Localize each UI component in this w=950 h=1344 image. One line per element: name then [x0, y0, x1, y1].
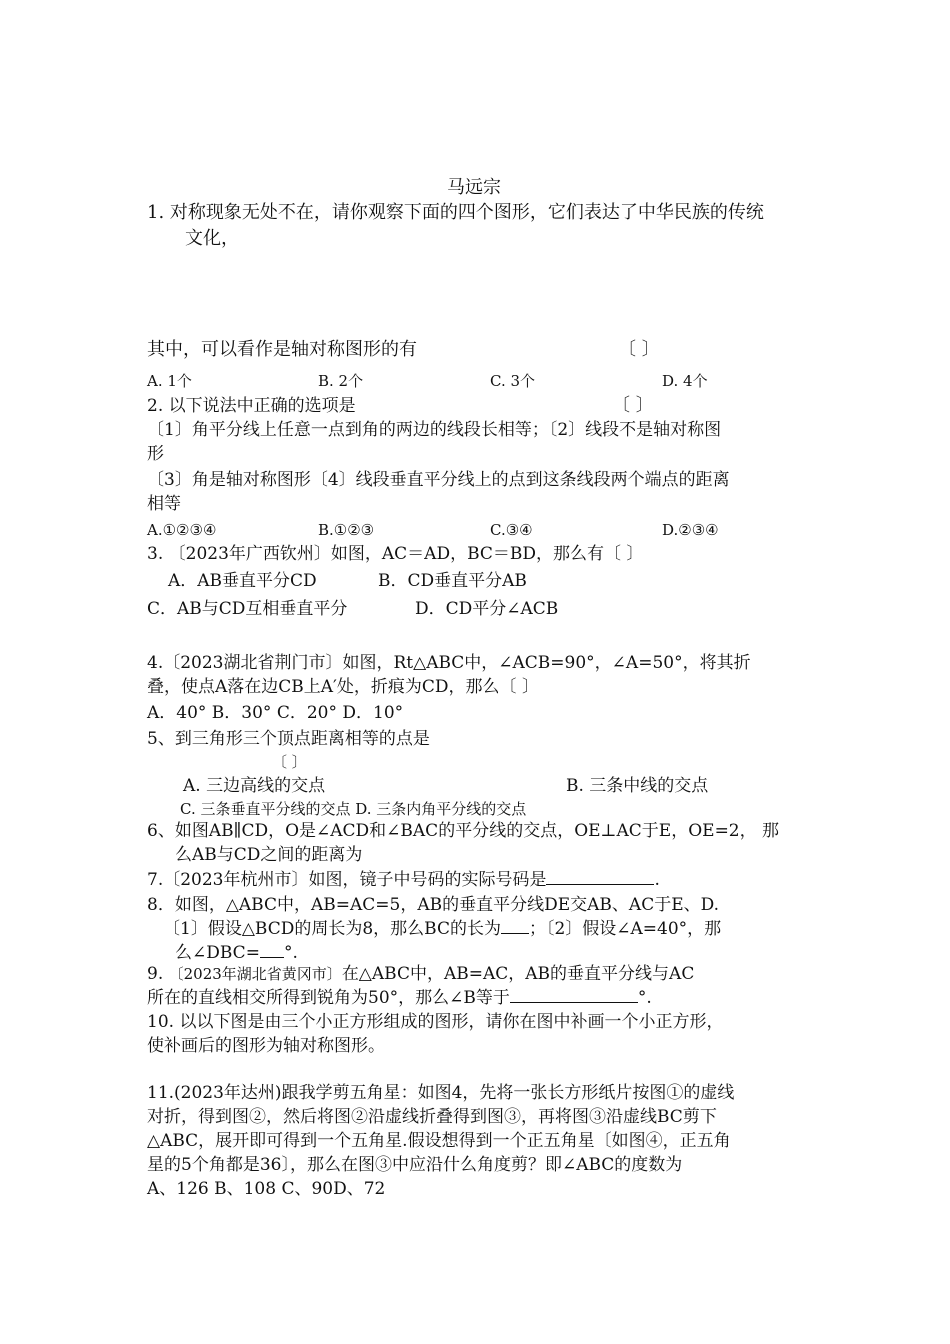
q3-option-a: A．AB垂直平分CD: [168, 571, 317, 591]
q4-options: A．40° B．30° C．20° D．10°: [147, 703, 404, 723]
q9-number: 9.: [147, 964, 169, 984]
q9-line1: [147, 962, 694, 986]
q11-line1: 11.(2023年达州)跟我学剪五角星：如图4，先将一张长方形纸片按图①的虚线: [147, 1083, 735, 1103]
q10-line2: 使补画后的图形为轴对称图形。: [147, 1036, 385, 1056]
q2-option-c: C.③④: [490, 521, 533, 539]
q3-option-c: C．AB与CD互相垂直平分: [147, 599, 348, 619]
q9-stem: 在△ABC中，AB=AC，AB的垂直平分线与AC: [341, 964, 695, 984]
q4-line2: 叠，使点A落在边CB上A′处，折痕为CD，那么〔 〕: [147, 677, 539, 697]
q1-stem-line1: 1. 对称现象无处不在，请你观察下面的四个图形，它们表达了中华民族的传统: [147, 202, 764, 223]
q5-option-cd: C. 三条垂直平分线的交点 D. 三条内角平分线的交点: [180, 800, 527, 818]
q2-option-d: D.②③④: [662, 521, 719, 539]
q3-option-d: D．CD平分∠ACB: [415, 599, 559, 619]
q7-stem: 7.〔2023年杭州市〕如图，镜子中号码的实际号码是: [147, 870, 547, 890]
q7-end: .: [654, 870, 660, 890]
q11-line2: 对折，得到图②，然后将图②沿虚线折叠得到图③，再将图③沿虚线BC剪下: [147, 1107, 717, 1127]
q3-stem: 3. 〔2023年广西钦州〕如图，AC＝AD，BC＝BD，那么有〔 〕: [147, 544, 644, 564]
q1-stem-line3: 其中，可以看作是轴对称图形的有: [147, 339, 417, 360]
q8-dbc-blank[interactable]: [260, 941, 284, 958]
q9-answer-blank[interactable]: [510, 986, 638, 1003]
q5-option-a: A. 三边高线的交点: [183, 776, 326, 796]
q1-option-c: C. 3个: [490, 372, 536, 390]
q7-answer-blank[interactable]: [546, 868, 654, 885]
q4-line1: 4.〔2023湖北省荆门市〕如图，Rt△ABC中，∠ACB=90°，∠A=50°，将其折: [147, 653, 751, 673]
q1-option-a: A. 1个: [147, 372, 192, 390]
q5-option-b: B. 三条中线的交点: [566, 776, 709, 796]
q5-stem: 5、到三角形三个顶点距离相等的点是: [147, 729, 430, 749]
q1-answer-bracket: 〔 〕: [618, 339, 660, 360]
q8-line2: [163, 917, 721, 941]
q2-line2: 形: [147, 444, 164, 464]
q6-line1: 6、如图AB∥CD，O是∠ACD和∠BAC的平分线的交点，OE⊥AC于E，OE=2， 那: [147, 821, 780, 841]
q11-line3: △ABC，展开即可得到一个五角星.假设想得到一个正五角星〔如图④，正五角: [147, 1131, 731, 1151]
q8-part2-text: ；〔2〕假设∠A=40°，那: [528, 919, 722, 939]
q3-option-b: B．CD垂直平分AB: [378, 571, 527, 591]
q2-stem: 2. 以下说法中正确的选项是: [147, 396, 356, 416]
q9-source: 〔2023年湖北省黄冈市〕: [168, 965, 342, 983]
q7-line: [147, 868, 660, 892]
q2-line4: 相等: [147, 494, 181, 514]
q2-answer-bracket: 〔 〕: [612, 395, 654, 416]
q6-line2: 么AB与CD之间的距离为: [175, 845, 363, 865]
q10-line1: 10. 以以下图是由三个小正方形组成的图形，请你在图中补画一个小正方形，: [147, 1012, 724, 1032]
q2-option-b: B.①②③: [318, 521, 375, 539]
q1-option-d: D. 4个: [662, 372, 708, 390]
q1-stem-line2: 文化，: [185, 228, 239, 249]
q8-bc-blank[interactable]: [501, 917, 529, 934]
q9-line2: [147, 986, 652, 1010]
author-name: 马远宗: [447, 177, 501, 198]
q9-stem-cont: 所在的直线相交所得到锐角为50°，那么∠B等于: [147, 988, 510, 1008]
q5-answer-bracket: 〔 〕: [272, 753, 307, 771]
q11-options: A、126 B、108 C、90D、72: [147, 1179, 386, 1199]
q11-line4: 星的5个角都是36〕，那么在图③中应沿什么角度剪？即∠ABC的度数为: [147, 1155, 683, 1175]
q8-part1-text: 〔1〕假设△BCD的周长为8，那么BC的长为: [163, 919, 501, 939]
q2-option-a: A.①②③④: [147, 521, 217, 539]
q8-line1: 8．如图，△ABC中，AB=AC=5，AB的垂直平分线DE交AB、AC于E、D.: [147, 895, 720, 915]
q8-degree-end: °.: [283, 943, 298, 963]
q9-degree-end: °.: [637, 988, 652, 1008]
q1-option-b: B. 2个: [318, 372, 364, 390]
q2-line1: 〔1〕角平分线上任意一点到角的两边的线段长相等；〔2〕线段不是轴对称图: [147, 420, 722, 440]
q2-line3: 〔3〕角是轴对称图形〔4〕线段垂直平分线上的点到这条线段两个端点的距离: [147, 470, 730, 490]
q8-dbc-text: 么∠DBC=: [175, 943, 260, 963]
